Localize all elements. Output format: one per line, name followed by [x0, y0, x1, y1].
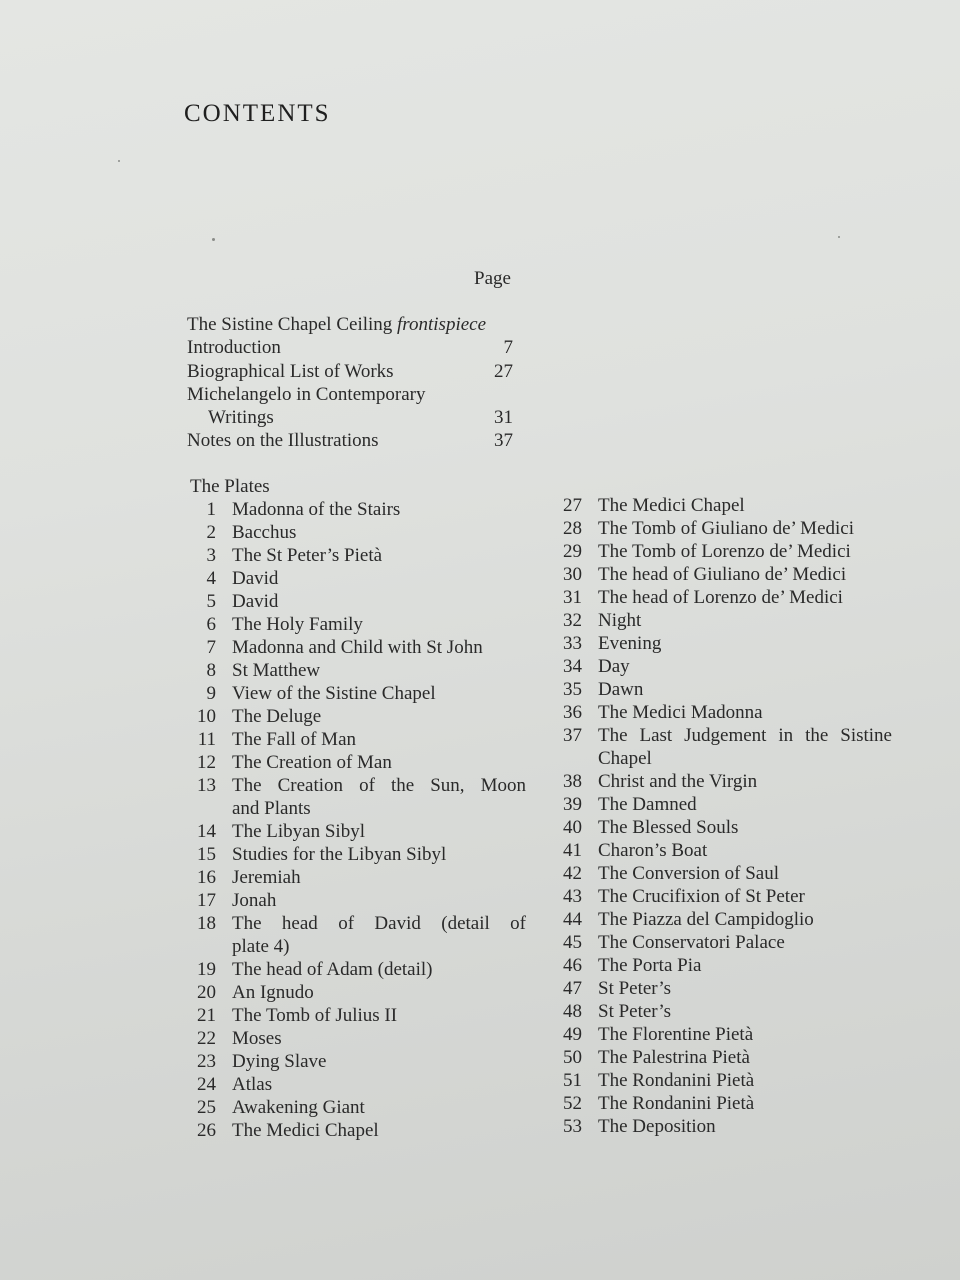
plate-title: The Deposition [598, 1116, 716, 1137]
plate-number: 19 [197, 959, 216, 980]
front-matter-row [187, 429, 515, 452]
plate-number: 7 [206, 637, 216, 658]
plate-number: 44 [563, 909, 582, 930]
plate-title: Bacchus [232, 522, 297, 543]
plate-title: The Porta Pia [598, 955, 702, 976]
paper-speck [212, 238, 215, 241]
plate-entry [552, 494, 892, 517]
plate-entry [552, 770, 892, 793]
plate-title: Awakening Giant [232, 1097, 365, 1118]
plate-title: St Matthew [232, 660, 321, 681]
plate-title: An Ignudo [232, 982, 314, 1003]
plate-entry [186, 1096, 526, 1119]
plate-title: Jeremiah [232, 867, 301, 888]
page-column-label: Page [474, 268, 511, 289]
plate-title: Madonna and Child with St John [232, 637, 483, 658]
plate-number: 3 [206, 545, 216, 566]
plate-entry [552, 632, 892, 655]
plate-entry [186, 613, 526, 636]
plate-title: The Medici Chapel [232, 1120, 379, 1141]
front-matter-page: 31 [494, 407, 513, 429]
plate-title: The head of David (detail of [232, 913, 526, 934]
plate-title: Christ and the Virgin [598, 771, 758, 792]
plate-title-continuation: plate 4) [232, 936, 290, 957]
plate-number: 45 [563, 932, 582, 953]
front-matter-row [187, 313, 515, 336]
plate-entry [186, 521, 526, 544]
plate-entry [552, 908, 892, 931]
front-matter-page: 37 [494, 430, 513, 452]
plate-entry [186, 728, 526, 751]
plate-number: 29 [563, 541, 582, 562]
plate-title: The Holy Family [232, 614, 363, 635]
plate-entry [186, 1027, 526, 1050]
plate-entry [552, 517, 892, 540]
plate-entry [552, 1023, 892, 1046]
plate-entry [186, 567, 526, 590]
plate-number: 12 [197, 752, 216, 773]
plate-number: 36 [563, 702, 582, 723]
plate-title: The Conservatori Palace [598, 932, 785, 953]
plate-entry [186, 981, 526, 1004]
plate-number: 31 [563, 587, 582, 608]
plate-entry [186, 590, 526, 613]
plate-entry [552, 586, 892, 609]
plate-title: The Fall of Man [232, 729, 357, 750]
plate-entry [552, 563, 892, 586]
plate-title: Evening [598, 633, 662, 654]
plate-title: Moses [232, 1028, 282, 1049]
plates-list-left [186, 498, 526, 1142]
plate-entry [552, 793, 892, 816]
plate-entry [186, 636, 526, 659]
plate-title: The St Peter’s Pietà [232, 545, 383, 566]
plate-entry [186, 1004, 526, 1027]
plate-entry [186, 1073, 526, 1096]
front-matter-row [187, 360, 515, 383]
plate-number: 8 [206, 660, 216, 681]
plate-entry [186, 958, 526, 981]
front-matter-page: 7 [503, 337, 513, 359]
front-matter-title: Michelangelo in Contemporary [187, 383, 426, 405]
plate-number: 21 [197, 1005, 216, 1026]
plate-title: Dawn [598, 679, 644, 700]
plate-title: The Libyan Sibyl [232, 821, 365, 842]
plate-number: 40 [563, 817, 582, 838]
plate-title: The Blessed Souls [598, 817, 739, 838]
plate-entry [552, 954, 892, 977]
plate-entry [186, 774, 526, 820]
plate-title: Night [598, 610, 642, 631]
plate-number: 48 [563, 1001, 582, 1022]
plate-number: 28 [563, 518, 582, 539]
plate-title: Dying Slave [232, 1051, 327, 1072]
plate-entry [552, 839, 892, 862]
contents-heading: CONTENTS [184, 100, 331, 127]
plate-number: 15 [197, 844, 216, 865]
plate-title: The Medici Madonna [598, 702, 763, 723]
plate-number: 41 [563, 840, 582, 861]
plate-number: 25 [197, 1097, 216, 1118]
plates-list-right [552, 494, 892, 1138]
plate-number: 17 [197, 890, 216, 911]
plate-entry [552, 1046, 892, 1069]
front-matter-page: 27 [494, 360, 513, 382]
plate-entry [186, 659, 526, 682]
plate-number: 27 [563, 495, 582, 516]
plate-number: 46 [563, 955, 582, 976]
plate-title: Day [598, 656, 630, 677]
plate-title: St Peter’s [598, 1001, 672, 1022]
plate-number: 20 [197, 982, 216, 1003]
plate-entry [552, 1069, 892, 1092]
plate-title-continuation: Chapel [598, 748, 652, 769]
plate-number: 49 [563, 1024, 582, 1045]
plate-number: 9 [206, 683, 216, 704]
plate-number: 51 [563, 1070, 582, 1091]
plate-number: 6 [206, 614, 216, 635]
plate-number: 33 [563, 633, 582, 654]
front-matter-list [187, 313, 515, 453]
plate-title: David [232, 568, 279, 589]
plate-title: The Rondanini Pietà [598, 1093, 755, 1114]
plate-number: 4 [206, 568, 216, 589]
plate-number: 50 [563, 1047, 582, 1068]
plate-number: 34 [563, 656, 582, 677]
front-matter-title: Biographical List of Works [187, 360, 394, 382]
front-matter-row [187, 383, 515, 406]
plate-number: 13 [197, 775, 216, 796]
plate-number: 30 [563, 564, 582, 585]
plate-number: 52 [563, 1093, 582, 1114]
plate-entry [186, 866, 526, 889]
plate-title: Charon’s Boat [598, 840, 708, 861]
plate-title: Atlas [232, 1074, 273, 1095]
plate-entry [186, 1119, 526, 1142]
plate-title: Jonah [232, 890, 277, 911]
plate-entry [552, 1115, 892, 1138]
plate-entry [552, 678, 892, 701]
plate-title: The Last Judgement in the Sistine [598, 725, 892, 746]
paper-speck [838, 236, 840, 238]
plate-entry [186, 820, 526, 843]
plate-entry [552, 724, 892, 770]
plate-title: The Tomb of Julius II [232, 1005, 398, 1026]
plate-title: View of the Sistine Chapel [232, 683, 436, 704]
plate-title: The head of Lorenzo de’ Medici [598, 587, 843, 608]
plate-entry [552, 816, 892, 839]
plate-entry [186, 498, 526, 521]
plate-title: The Damned [598, 794, 697, 815]
plate-entry [186, 889, 526, 912]
front-matter-title: The Sistine Chapel Ceiling frontispiece [187, 314, 487, 335]
front-matter-italic: frontispiece [397, 314, 487, 335]
plate-title: Studies for the Libyan Sibyl [232, 844, 447, 865]
plate-number: 32 [563, 610, 582, 631]
front-matter-row [187, 336, 515, 359]
plate-title: The Creation of Man [232, 752, 392, 773]
front-matter-title: Writings [208, 407, 274, 429]
plate-number: 26 [197, 1120, 216, 1141]
front-matter-title: Introduction [187, 337, 281, 359]
plate-number: 47 [563, 978, 582, 999]
plate-number: 23 [197, 1051, 216, 1072]
plate-entry [186, 1050, 526, 1073]
plate-title: The Tomb of Giuliano de’ Medici [598, 518, 854, 539]
plate-number: 5 [206, 591, 216, 612]
plate-number: 14 [197, 821, 216, 842]
plate-entry [186, 682, 526, 705]
plate-title: The head of Adam (detail) [232, 959, 433, 980]
plate-number: 10 [197, 706, 216, 727]
plate-number: 11 [197, 729, 216, 750]
plate-number: 43 [563, 886, 582, 907]
plate-number: 35 [563, 679, 582, 700]
plate-title: The Florentine Pietà [598, 1024, 754, 1045]
plates-section-label: The Plates [190, 476, 270, 497]
plate-title: The Tomb of Lorenzo de’ Medici [598, 541, 851, 562]
plate-title-continuation: and Plants [232, 798, 311, 819]
plate-title: The Palestrina Pietà [598, 1047, 750, 1068]
front-matter-row [187, 406, 515, 429]
plate-title: The Medici Chapel [598, 495, 745, 516]
plate-number: 39 [563, 794, 582, 815]
plate-number: 38 [563, 771, 582, 792]
plate-title: The Deluge [232, 706, 322, 727]
plate-entry [552, 931, 892, 954]
plate-title: David [232, 591, 279, 612]
plate-number: 37 [563, 725, 582, 746]
plate-entry [186, 544, 526, 567]
plate-number: 42 [563, 863, 582, 884]
plate-entry [552, 1000, 892, 1023]
plate-number: 16 [197, 867, 216, 888]
paper-speck [118, 160, 120, 162]
plate-entry [186, 751, 526, 774]
plate-title: The Piazza del Campidoglio [598, 909, 814, 930]
plate-title: The Creation of the Sun, Moon [232, 775, 526, 796]
plate-number: 24 [197, 1074, 216, 1095]
plate-title: The Conversion of Saul [598, 863, 780, 884]
plate-title: Madonna of the Stairs [232, 499, 401, 520]
plate-title: The Rondanini Pietà [598, 1070, 755, 1091]
plate-number: 2 [206, 522, 216, 543]
plate-number: 18 [197, 913, 216, 934]
plate-entry [552, 609, 892, 632]
plate-entry [552, 977, 892, 1000]
plate-entry [552, 885, 892, 908]
plate-entry [552, 655, 892, 678]
plate-title: The head of Giuliano de’ Medici [598, 564, 847, 585]
plate-entry [552, 540, 892, 563]
plate-title: St Peter’s [598, 978, 672, 999]
plate-number: 1 [206, 499, 216, 520]
plate-entry [552, 701, 892, 724]
plate-title: The Crucifixion of St Peter [598, 886, 805, 907]
plate-entry [552, 862, 892, 885]
plate-entry [186, 705, 526, 728]
plate-number: 22 [197, 1028, 216, 1049]
front-matter-title: Notes on the Illustrations [187, 430, 379, 452]
plate-entry [552, 1092, 892, 1115]
plate-number: 53 [563, 1116, 582, 1137]
plate-entry [186, 912, 526, 958]
plate-entry [186, 843, 526, 866]
